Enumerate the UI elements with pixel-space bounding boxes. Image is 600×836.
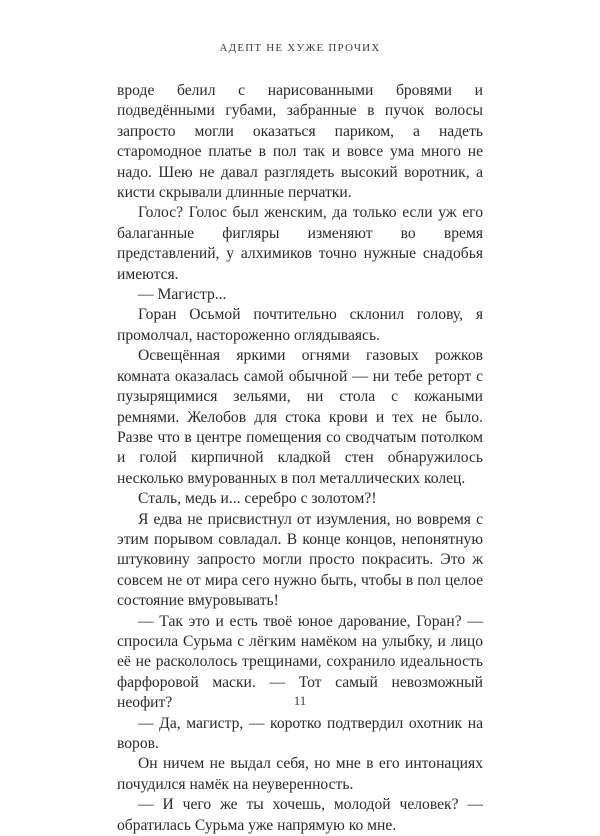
paragraph-11: — И чего же ты хочешь, молодой человек? — обратилась Сурьма уже напрямую ко мне. — [117, 796, 483, 834]
paragraph-7: Я едва не присвистнул от изумления, но вовремя с этим порывом совладал. В конце концов, непонятную штуковину запросто могли просто покрасить. Это ж совсем не от мира сего нужно быть, чтобы в пол целое состояние вмуровывать! — [117, 510, 483, 610]
running-head: АДЕПТ НЕ ХУЖЕ ПРОЧИХ — [219, 42, 381, 54]
paragraph-1: вроде белил с нарисованными бровями и подведёнными губами, забранные в пучок волосы запросто могли оказаться париком, а надеть старомодное платье в пол так и вовсе ума много не надо. Шею не давал разглядеть высокий воротник, а кисти скрывали длинные перчатки. — [117, 82, 483, 202]
paragraph-5: Освещённая яркими огнями газовых рожков комната оказалась самой обычной — ни тебе реторт с пузырящимися зельями, ни стола с кожаными ремнями. Желобов для стока крови и тех не было. Разве что в центре помещения со сводчатым потолком и голой кирпичной кладкой стен обнаружилось несколько вмурованных в пол металлических колец. — [117, 347, 483, 487]
paragraph-3: — Магистр... — [138, 286, 227, 304]
paragraph-4: Горан Осьмой почтительно склонил голову, я промолчал, настороженно оглядываясь. — [117, 306, 483, 344]
paragraph-8: — Так это и есть твоё юное дарование, Горан? — спросила Сурьма с лёгким намёком на улыбку, и лицо её не раскололось трещинами, сохранило идеальность фарфоровой маски. — Тот самый невозможный неофит? — [117, 612, 483, 712]
page-number: 11 — [293, 693, 307, 708]
paragraph-10: Он ничем не выдал себя, но мне в его интонациях почудился намёк на неуверенность. — [117, 755, 483, 793]
paragraph-6: Сталь, медь и... серебро с золотом?! — [138, 490, 377, 508]
body-text — [117, 81, 483, 836]
paragraph-9: — Да, магистр, — коротко подтвердил охотник на воров. — [117, 714, 483, 752]
paragraph-2: Голос? Голос был женским, да только если уж его балаганные фигляры изменяют во время представлений, у алхимиков точно нужные снадобья имеются. — [117, 204, 483, 283]
